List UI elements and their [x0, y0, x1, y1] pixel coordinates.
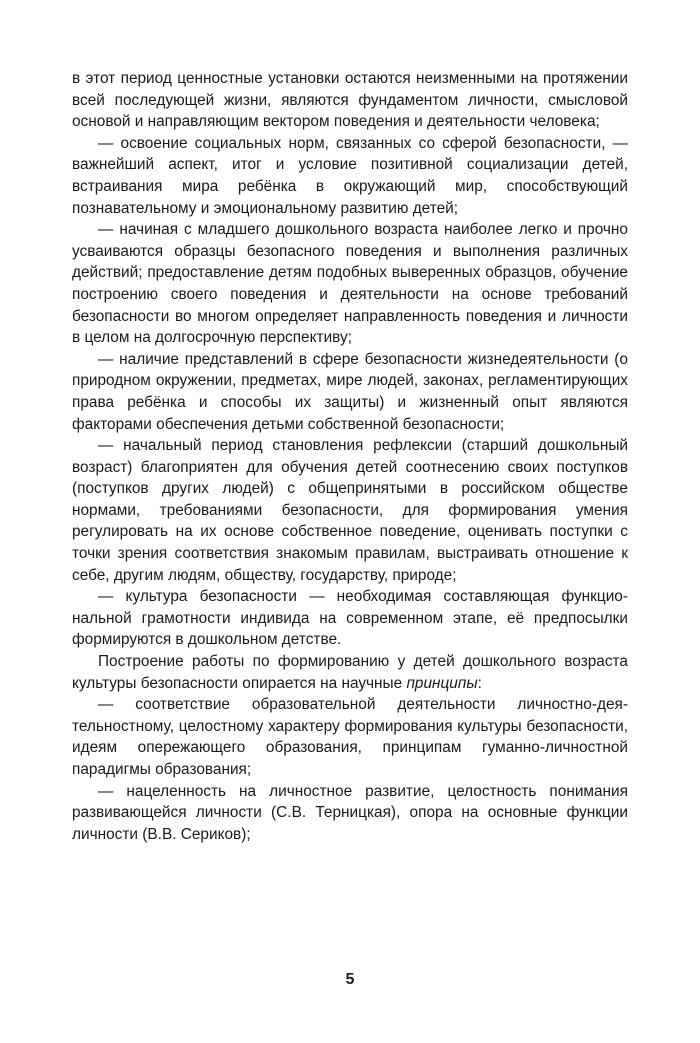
paragraph-social-norms: — освоение социальных норм, связанных со сферой безопасности, — важнейший аспект, итог и условие позитивной социализации детей, встраивания мира ребёнка в окружающий мир, способствующий познавательному и эмоциональному развитию детей;	[72, 134, 628, 217]
paragraph-principle-correspondence: — соответствие образовательной деятельности личностно-деятельностному, целостному характеру формирования культуры безопасности, идеям опережающего образования, принципам гуманно-личностной парадигмы образования;	[72, 696, 628, 778]
paragraph-safe-behavior-patterns: — начиная с младшего дошкольного возраста наиболее легко и прочно усваиваются образцы безопасного поведения и выполнения различных действий; предоставление детям подобных выверенных образцов, обучение построению своего поведения и деятельности на основе требований безопасности во многом определяет направленность поведения и личности в целом на долгосрочную перспективу;	[72, 221, 628, 347]
principles-emphasis: принципы	[406, 674, 478, 692]
principles-colon: :	[477, 674, 482, 692]
paragraph-value-formation: в этот период ценностные установки остаются неизменными на протяжении всей последующей жизни, являются фундаментом личности, смысловой основой и направляющим вектором поведения и деятельности человека;	[72, 70, 628, 131]
principles-intro-text: Построение работы по формированию у детей дошкольного возраста культуры безопасности опирается на научные	[72, 653, 628, 692]
paragraph-safety-knowledge: — наличие представлений в сфере безопасности жизнедеятельности (о природном окружении, предметах, мире людей, законах, регламентирующих права ребёнка и способы их защиты) и жизненный опыт являются факторами обеспечения детьми собственной безопасности;	[72, 350, 628, 433]
page-number: 5	[345, 971, 355, 988]
paragraph-safety-culture: — культура безопасности — необходимая составляющая функциональной грамотности индивида на современном этапе, её предпосылки формируются в дошкольном детстве.	[72, 588, 628, 649]
paragraph-principle-personal-development: — нацеленность на личностное развитие, целостность понимания развивающейся личности (С.В. Терницкая), опора на основные функции личности (В.В. Сериков);	[72, 782, 628, 843]
paragraph-reflection-period: — начальный период становления рефлексии (старший дошкольный возраст) благоприятен для обучения детей соотнесению своих поступков (поступков других людей) с общепринятыми в российском обществе нормами, требованиями безопасности, для формирования умения регулировать на их основе собственное поведение, оценивать поступки с точки зрения соответствия знакомым правилам, выстраивать отношение к себе, другим людям, обществу, государству, природе;	[72, 437, 628, 584]
paragraph-principles-intro	[72, 651, 628, 694]
page-text-block	[72, 68, 628, 845]
